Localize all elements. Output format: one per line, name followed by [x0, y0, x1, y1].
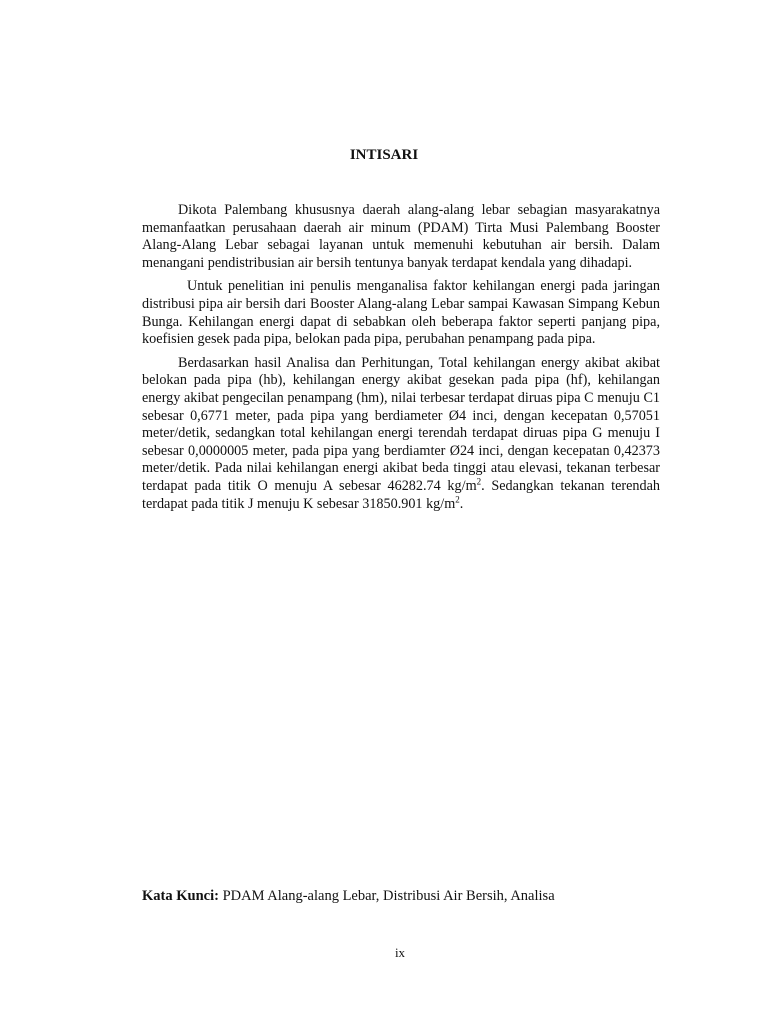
keywords-label: Kata Kunci:: [142, 888, 219, 904]
keywords-text: PDAM Alang-alang Lebar, Distribusi Air Bersih, Analisa: [218, 888, 555, 904]
superscript-1: 2: [476, 476, 482, 487]
page-number: ix: [394, 945, 406, 960]
paragraph-3-text-a: Berdasarkan hasil Analisa dan Perhitungan, Total kehilangan energy akibat akibat belokan pada pipa (hb), kehilangan energy akibat gesekan pada pipa (hf), kehilangan energy akibat pengecilan penampang (hm), nilai terbesar terdapat diruas pipa C menuju C1 sebesar 0,6771 meter, pada pipa yang berdiameter Ø4 inci, dengan kecepatan 0,57051 meter/detik, sedangkan total kehilangan energi terendah terdapat diruas pipa G menuju I sebesar 0,0000005 meter, pada pipa yang berdiamter Ø24 inci, dengan kecepatan 0,42373 meter/detik. Pada nilai kehilangan energi akibat beda tinggi atau elevasi, tekanan terbesar terdapat pada titik O menuju A sebesar 46282.74 kg/m: [142, 354, 660, 494]
abstract-paragraph-2: Untuk penelitian ini penulis menganalisa faktor kehilangan energi pada jaringan distribusi pipa air bersih dari Booster Alang-alang Lebar sampai Kawasan Simpang Kebun Bunga. Kehilangan energi dapat di sebabkan oleh beberapa faktor seperti panjang pipa, koefisien gesek pada pipa, belokan pada pipa, perubahan penampang pada pipa.: [142, 278, 660, 348]
abstract-body: [142, 202, 660, 519]
paragraph-3-text-c: .: [459, 495, 464, 512]
superscript-2: 2: [455, 493, 460, 504]
abstract-paragraph-1: Dikota Palembang khususnya daerah alang-alang lebar sebagian masyarakatnya memanfaatkan perusahaan daerah air minum (PDAM) Tirta Musi Palembang Booster Alang-Alang Lebar sebagai layanan untuk memenuhi kebutuhan air bersih. Dalam menangani pendistribusian air bersih tentunya banyak terdapat kendala yang dihadapi.: [142, 202, 660, 271]
page-title: INTISARI: [349, 147, 419, 163]
keywords: [142, 888, 702, 905]
abstract-paragraph-3: [142, 355, 660, 513]
paragraph-3-text-b: . Sedangkan tekanan terendah terdapat pada titik J menuju K sebesar 31850.901 kg/m: [142, 477, 660, 512]
